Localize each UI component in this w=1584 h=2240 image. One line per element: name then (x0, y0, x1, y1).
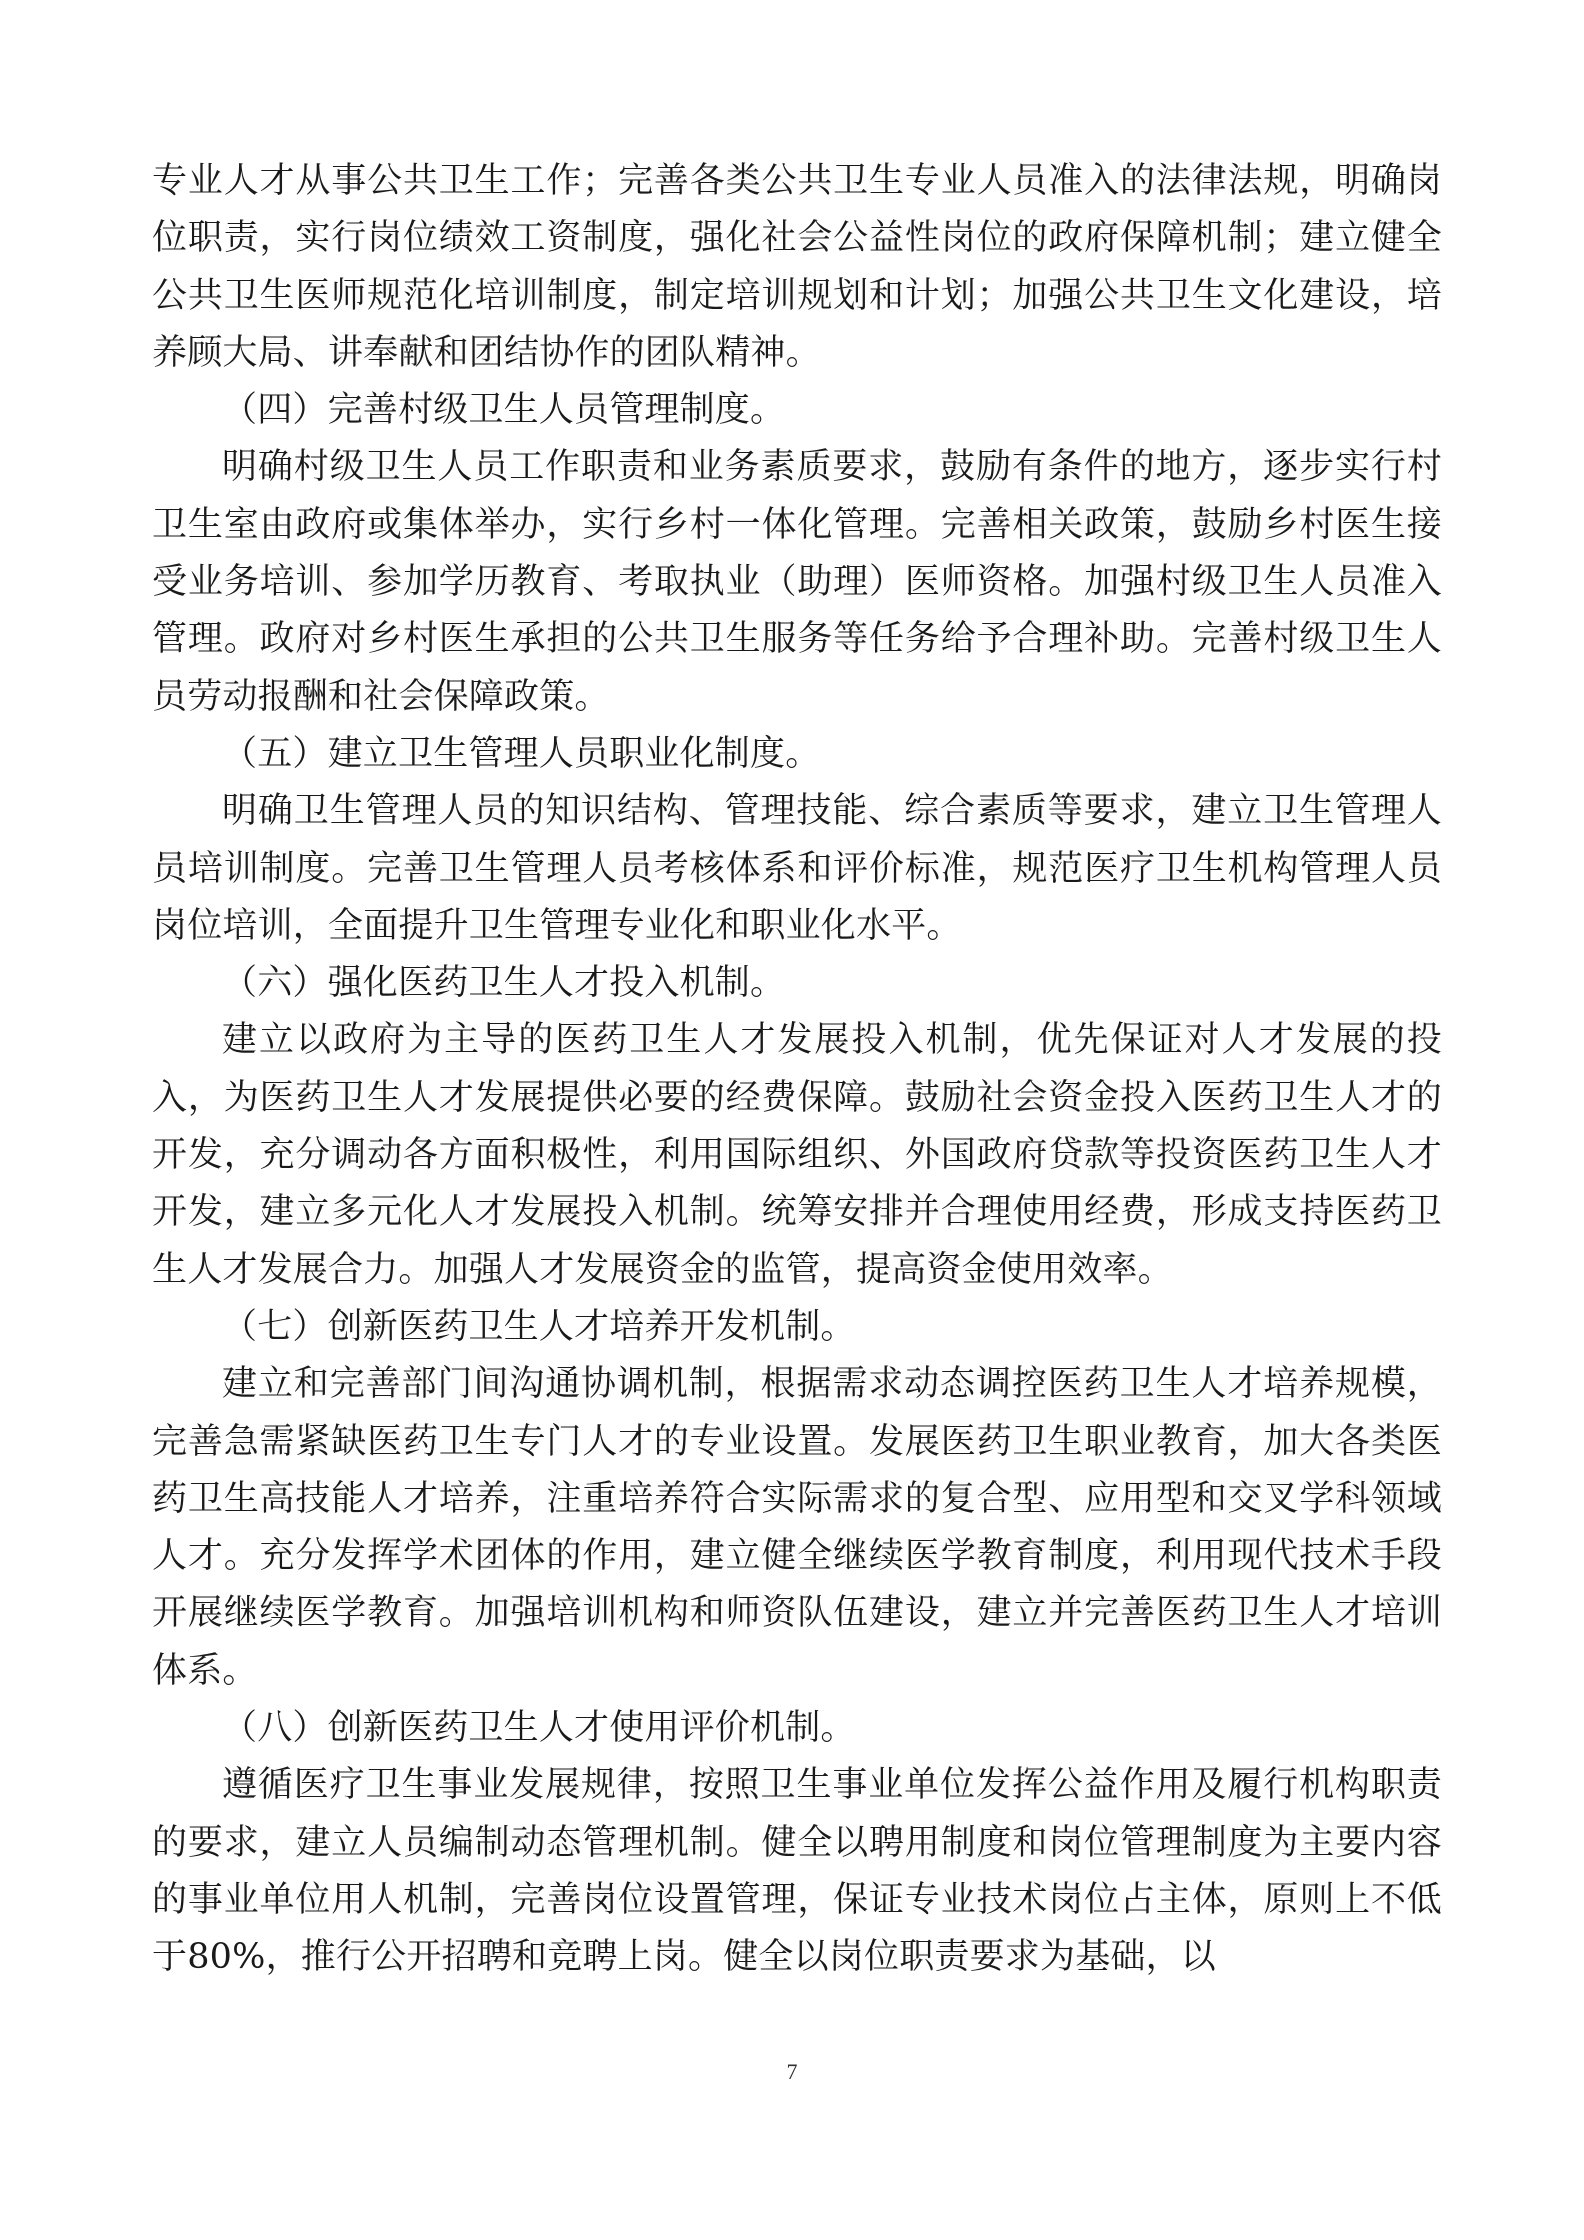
paragraph-continuation: 专业人才从事公共卫生工作；完善各类公共卫生专业人员准入的法律法规，明确岗位职责，实行岗位绩效工资制度，强化社会公益性岗位的政府保障机制；建立健全公共卫生医师规范化培训制度，制定培训规划和计划；加强公共卫生文化建设，培养顾大局、讲奉献和团结协作的团队精神。 (152, 161, 1442, 373)
section-heading-7: （七）创新医药卫生人才培养开发机制。 (222, 1306, 856, 1347)
section-heading-8: （八）创新医药卫生人才使用评价机制。 (222, 1708, 856, 1749)
paragraph-section-7: 建立和完善部门间沟通协调机制，根据需求动态调控医药卫生人才培养规模，完善急需紧缺医药卫生专门人才的专业设置。发展医药卫生职业教育，加大各类医药卫生高技能人才培养，注重培养符合实际需求的复合型、应用型和交叉学科领域人才。充分发挥学术团体的作用，建立健全继续医学教育制度，利用现代技术手段开展继续医学教育。加强培训机构和师资队伍建设，建立并完善医药卫生人才培训体系。 (152, 1364, 1442, 1691)
paragraph-section-5: 明确卫生管理人员的知识结构、管理技能、综合素质等要求，建立卫生管理人员培训制度。完善卫生管理人员考核体系和评价标准，规范医疗卫生机构管理人员岗位培训，全面提升卫生管理专业化和职业化水平。 (152, 791, 1442, 946)
paragraph-section-8: 遵循医疗卫生事业发展规律，按照卫生事业单位发挥公益作用及履行机构职责的要求，建立人员编制动态管理机制。健全以聘用制度和岗位管理制度为主要内容的事业单位用人机制，完善岗位设置管理，保证专业技术岗位占主体，原则上不低于80%，推行公开招聘和竞聘上岗。健全以岗位职责要求为基础，以 (152, 1765, 1442, 1978)
section-heading-4: （四）完善村级卫生人员管理制度。 (222, 390, 786, 431)
page-number: 7 (786, 2059, 798, 2084)
section-heading-6: （六）强化医药卫生人才投入机制。 (222, 963, 786, 1004)
paragraph-section-4: 明确村级卫生人员工作职责和业务素质要求，鼓励有条件的地方，逐步实行村卫生室由政府或集体举办，实行乡村一体化管理。完善相关政策，鼓励乡村医生接受业务培训、参加学历教育、考取执业（助理）医师资格。加强村级卫生人员准入管理。政府对乡村医生承担的公共卫生服务等任务给予合理补助。完善村级卫生人员劳动报酬和社会保障政策。 (152, 447, 1442, 717)
paragraph-section-6: 建立以政府为主导的医药卫生人才发展投入机制，优先保证对人才发展的投入，为医药卫生人才发展提供必要的经费保障。鼓励社会资金投入医药卫生人才的开发，充分调动各方面积极性，利用国际组织、外国政府贷款等投资医药卫生人才开发，建立多元化人才发展投入机制。统筹安排并合理使用经费，形成支持医药卫生人才发展合力。加强人才发展资金的监管，提高资金使用效率。 (152, 1020, 1442, 1290)
document-body (152, 153, 1442, 1987)
section-heading-5: （五）建立卫生管理人员职业化制度。 (222, 733, 821, 774)
